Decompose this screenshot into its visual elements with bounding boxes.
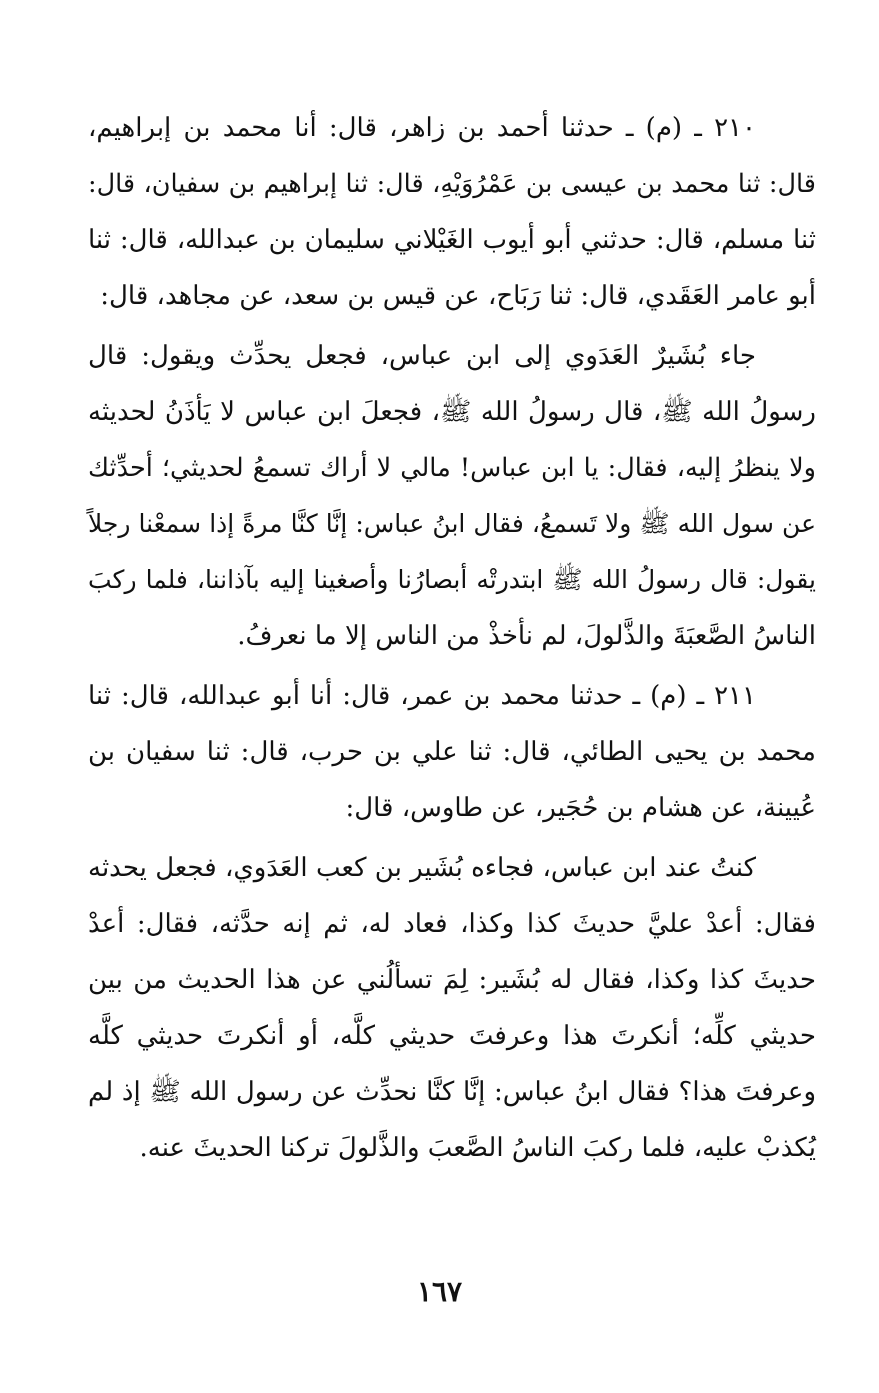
text-line: رسولُ الله ﷺ، قال رسولُ الله ﷺ، فجعلَ ابن عباس لا يَأذَنُ لحديثه bbox=[88, 397, 816, 427]
page-body bbox=[88, 100, 816, 1176]
text-line: ٢١٠ ـ (م) ـ حدثنا أحمد بن زاهر، قال: أنا محمد بن إبراهيم، bbox=[88, 113, 756, 143]
text-line: كنتُ عند ابن عباس، فجاءه بُشَير بن كعب العَدَوي، فجعل يحدثه bbox=[88, 853, 756, 883]
text-line: محمد بن يحيى الطائي، قال: ثنا علي بن حرب، قال: ثنا سفيان بن bbox=[88, 737, 816, 767]
text-line: عُيينة، عن هشام بن حُجَير، عن طاوس، قال: bbox=[345, 793, 816, 823]
paragraph-hadith-210-matn bbox=[88, 328, 816, 664]
text-line: حديثَ كذا وكذا، فقال له بُشَير: لِمَ تسألُني عن هذا الحديث من بين bbox=[88, 965, 816, 995]
text-line: قال: ثنا محمد بن عيسى بن عَمْرُوَيْهِ، قال: ثنا إبراهيم بن سفيان، قال: bbox=[88, 169, 816, 199]
page-number: ١٦٧ bbox=[416, 1275, 463, 1308]
text-line: يقول: قال رسولُ الله ﷺ ابتدرتْه أبصارُنا وأصغينا إليه بآذاننا، فلما ركبَ bbox=[88, 565, 816, 594]
text-line: فقال: أعدْ عليَّ حديثَ كذا وكذا، فعاد له، ثم إنه حدَّثه، فقال: أعدْ bbox=[88, 909, 816, 939]
text-line: الناسُ الصَّعبَةَ والذَّلولَ، لم نأخذْ من الناس إلا ما نعرفُ. bbox=[237, 621, 816, 651]
paragraph-hadith-211-matn bbox=[88, 840, 816, 1176]
text-line: يُكذبْ عليه، فلما ركبَ الناسُ الصَّعبَ والذَّلولَ تركنا الحديثَ عنه. bbox=[139, 1133, 816, 1163]
paragraph-hadith-211-isnad bbox=[88, 668, 816, 836]
paragraph-hadith-210-isnad bbox=[88, 100, 816, 324]
text-line: حديثي كلِّه؛ أنكرتَ هذا وعرفتَ حديثي كلَّه، أو أنكرتَ حديثي كلَّه bbox=[88, 1021, 816, 1051]
text-line: وعرفتَ هذا؟ فقال ابنُ عباس: إنَّا كنَّا نحدِّث عن رسول الله ﷺ إذ لم bbox=[88, 1077, 816, 1107]
text-line: جاء بُشَيرٌ العَدَوي إلى ابن عباس، فجعل يحدِّث ويقول: قال bbox=[88, 341, 756, 371]
text-line: أبو عامر العَقَدي، قال: ثنا رَبَاح، عن قيس بن سعد، عن مجاهد، قال: bbox=[100, 281, 816, 311]
text-line: عن سول الله ﷺ ولا تَسمعُ، فقال ابنُ عباس: إنَّا كنَّا مرةً إذا سمعْنا رجلاً bbox=[88, 509, 816, 538]
text-line: ولا ينظرُ إليه، فقال: يا ابن عباس! مالي لا أراك تسمعُ لحديثي؛ أحدِّثك bbox=[88, 453, 816, 483]
text-line: ثنا مسلم، قال: حدثني أبو أيوب الغَيْلاني سليمان بن عبدالله، قال: ثنا bbox=[88, 225, 816, 255]
text-line: ٢١١ ـ (م) ـ حدثنا محمد بن عمر، قال: أنا أبو عبدالله، قال: ثنا bbox=[88, 681, 756, 711]
